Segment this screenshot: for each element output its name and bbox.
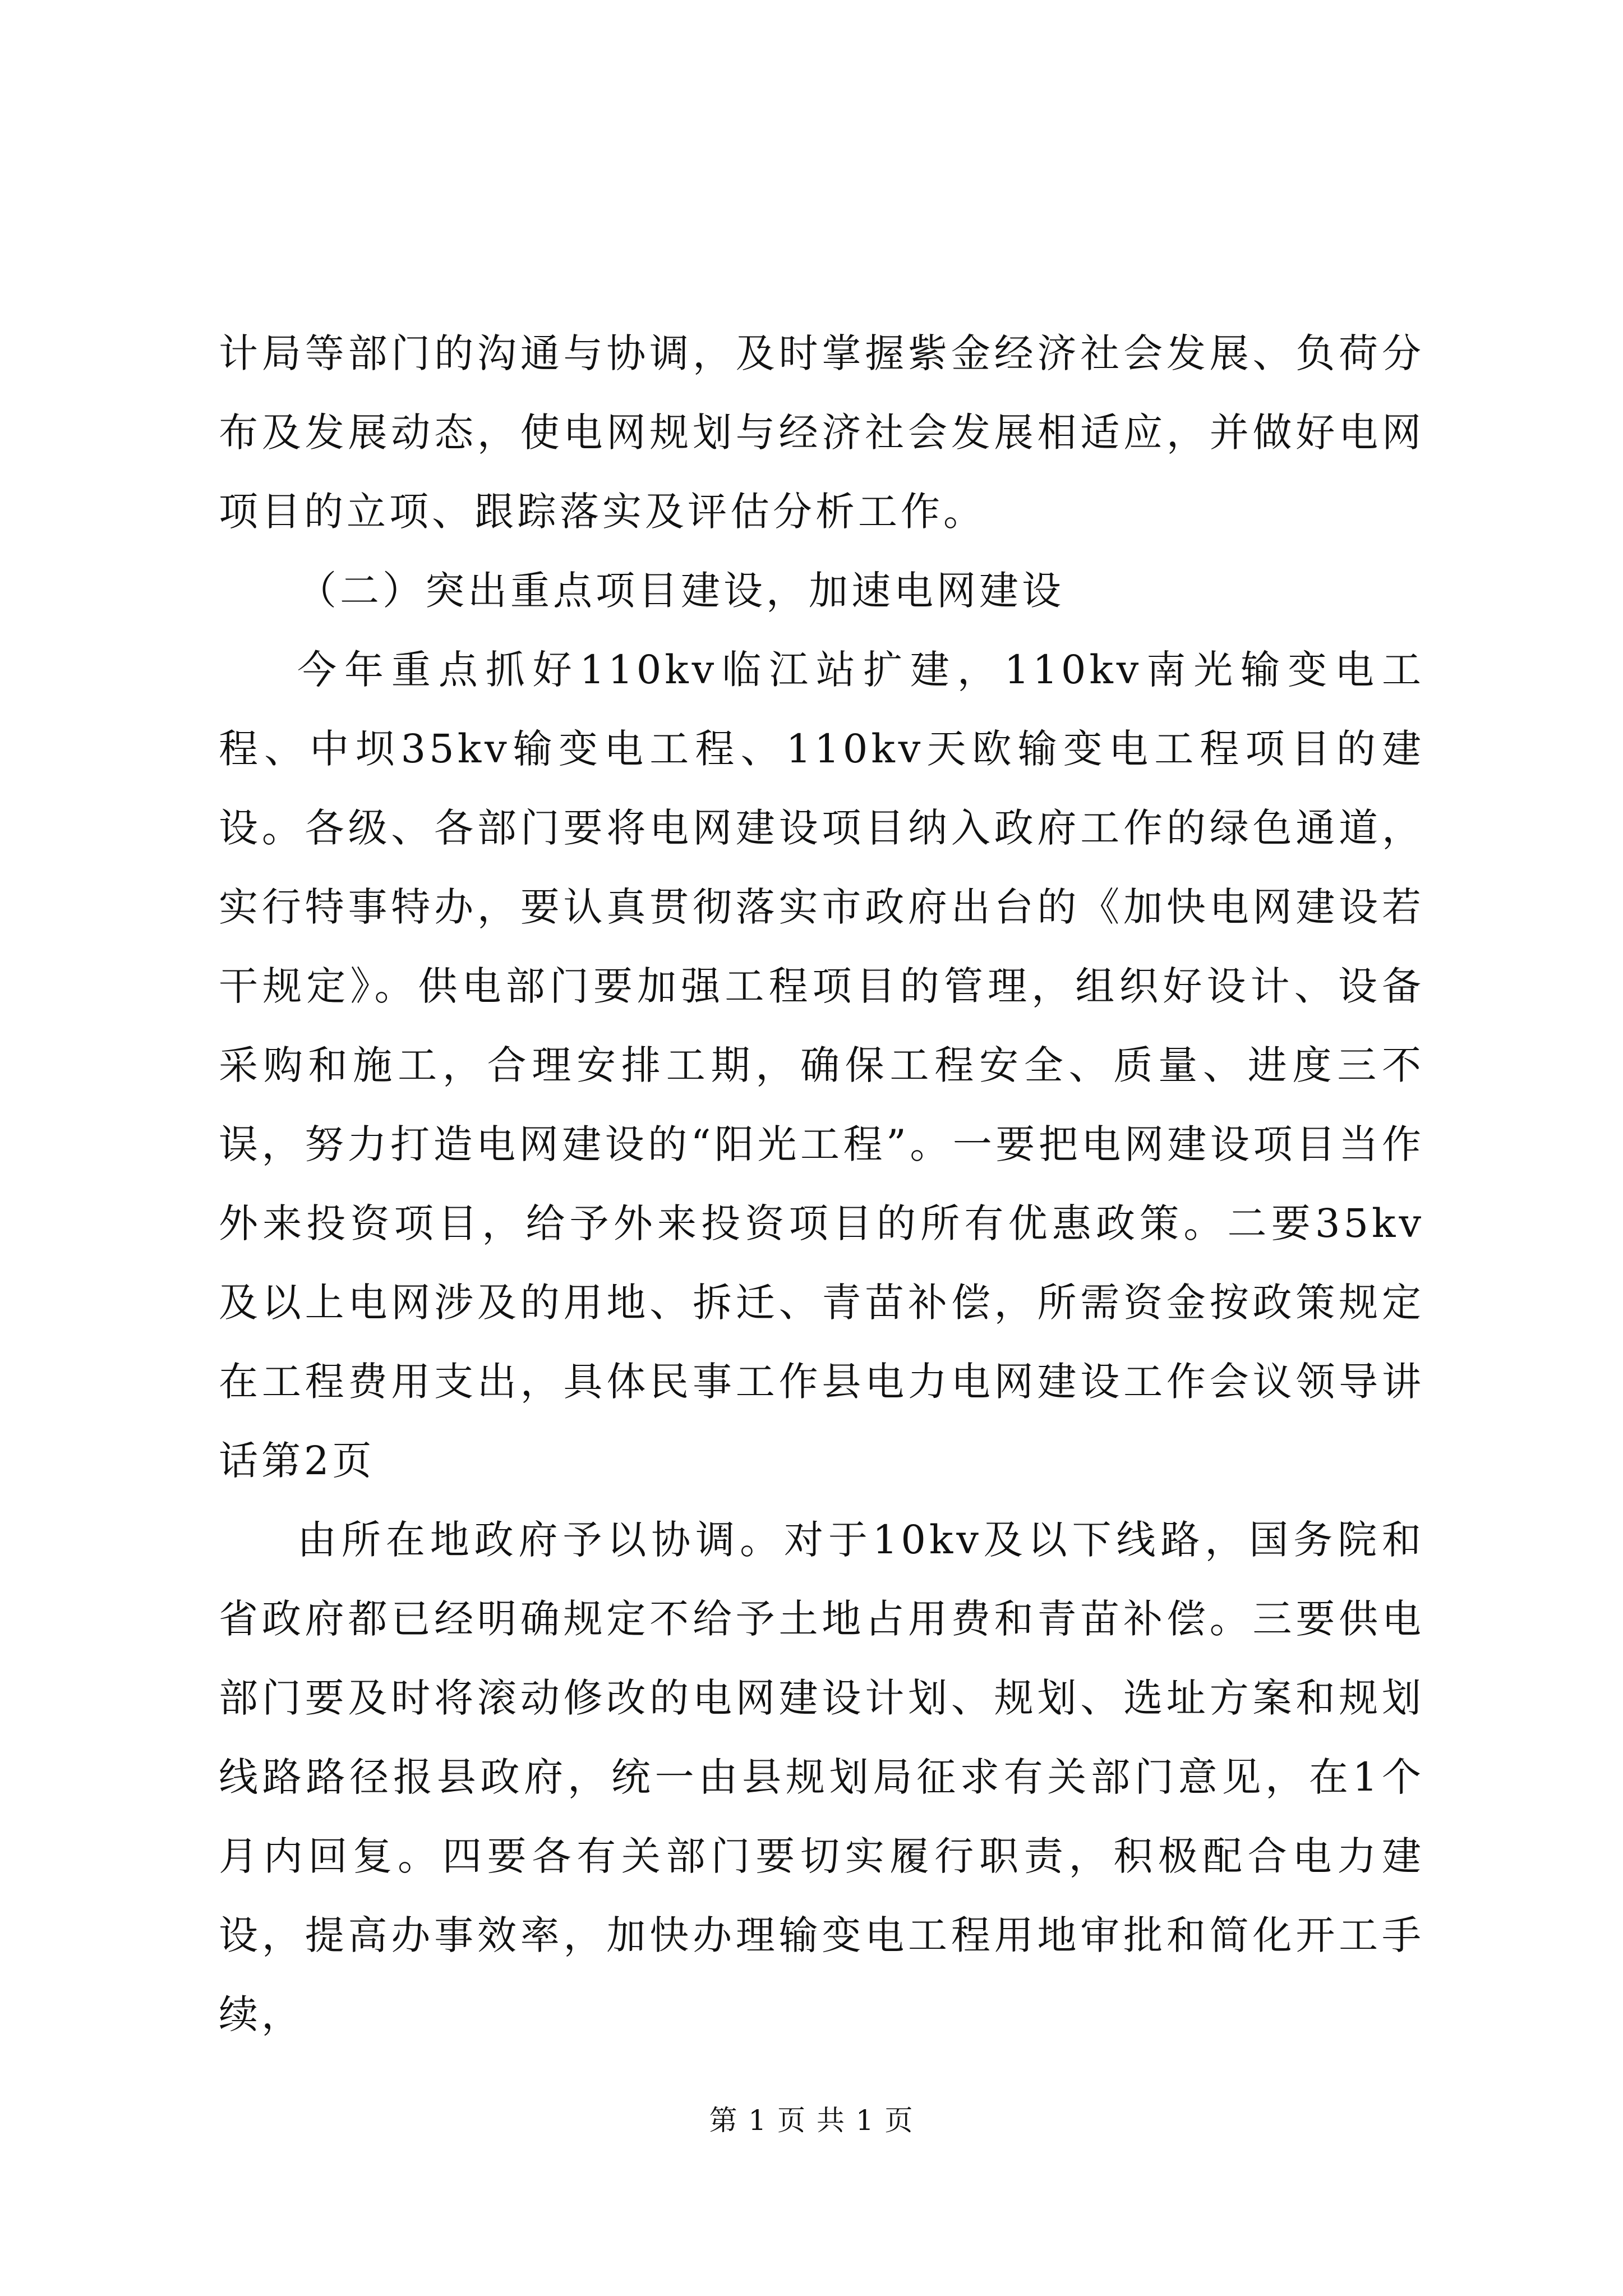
section-heading: （二）突出重点项目建设，加速电网建设 [297, 568, 1064, 614]
paragraph-key-projects: 今年重点抓好110kv临江站扩建，110kv南光输变电工程、中坝35kv输变电工程、110kv天欧输变电工程项目的建设。各级、各部门要将电网建设项目纳入政府工作的绿色通道，实行特事特办，要认真贯彻落实市政府出台的《加快电网建设若干规定》。供电部门要加强工程项目的管理，组织好设计、设备采购和施工，合理安排工期，确保工程安全、质量、进度三不误，努力打造电网建设的“阳光工程”。一要把电网建设项目当作外来投资项目，给予外来投资项目的所有优惠政策。二要35kv及以上电网涉及的用地、拆迁、青苗补偿，所需资金按政策规定在工程费用支出，具体民事工作县电力电网建设工作会议领导讲话第2页 [219, 647, 1424, 1484]
paragraph-continuation: 计局等部门的沟通与协调，及时掌握紫金经济社会发展、负荷分布及发展动态，使电网规划与经济社会发展相适应，并做好电网项目的立项、跟踪落实及评估分析工作。 [219, 330, 1424, 535]
page-footer: 第 1 页 共 1 页 [709, 2104, 914, 2137]
document-body [219, 314, 1424, 2054]
paragraph-coordination: 由所在地政府予以协调。对于10kv及以下线路，国务院和省政府都已经明确规定不给予土地占用费和青苗补偿。三要供电部门要及时将滚动修改的电网建设计划、规划、选址方案和规划线路路径报县政府，统一由县规划局征求有关部门意见，在1个月内回复。四要各有关部门要切实履行职责，积极配合电力建设，提高办事效率，加快办理输变电工程用地审批和简化开工手续， [219, 1517, 1424, 2037]
